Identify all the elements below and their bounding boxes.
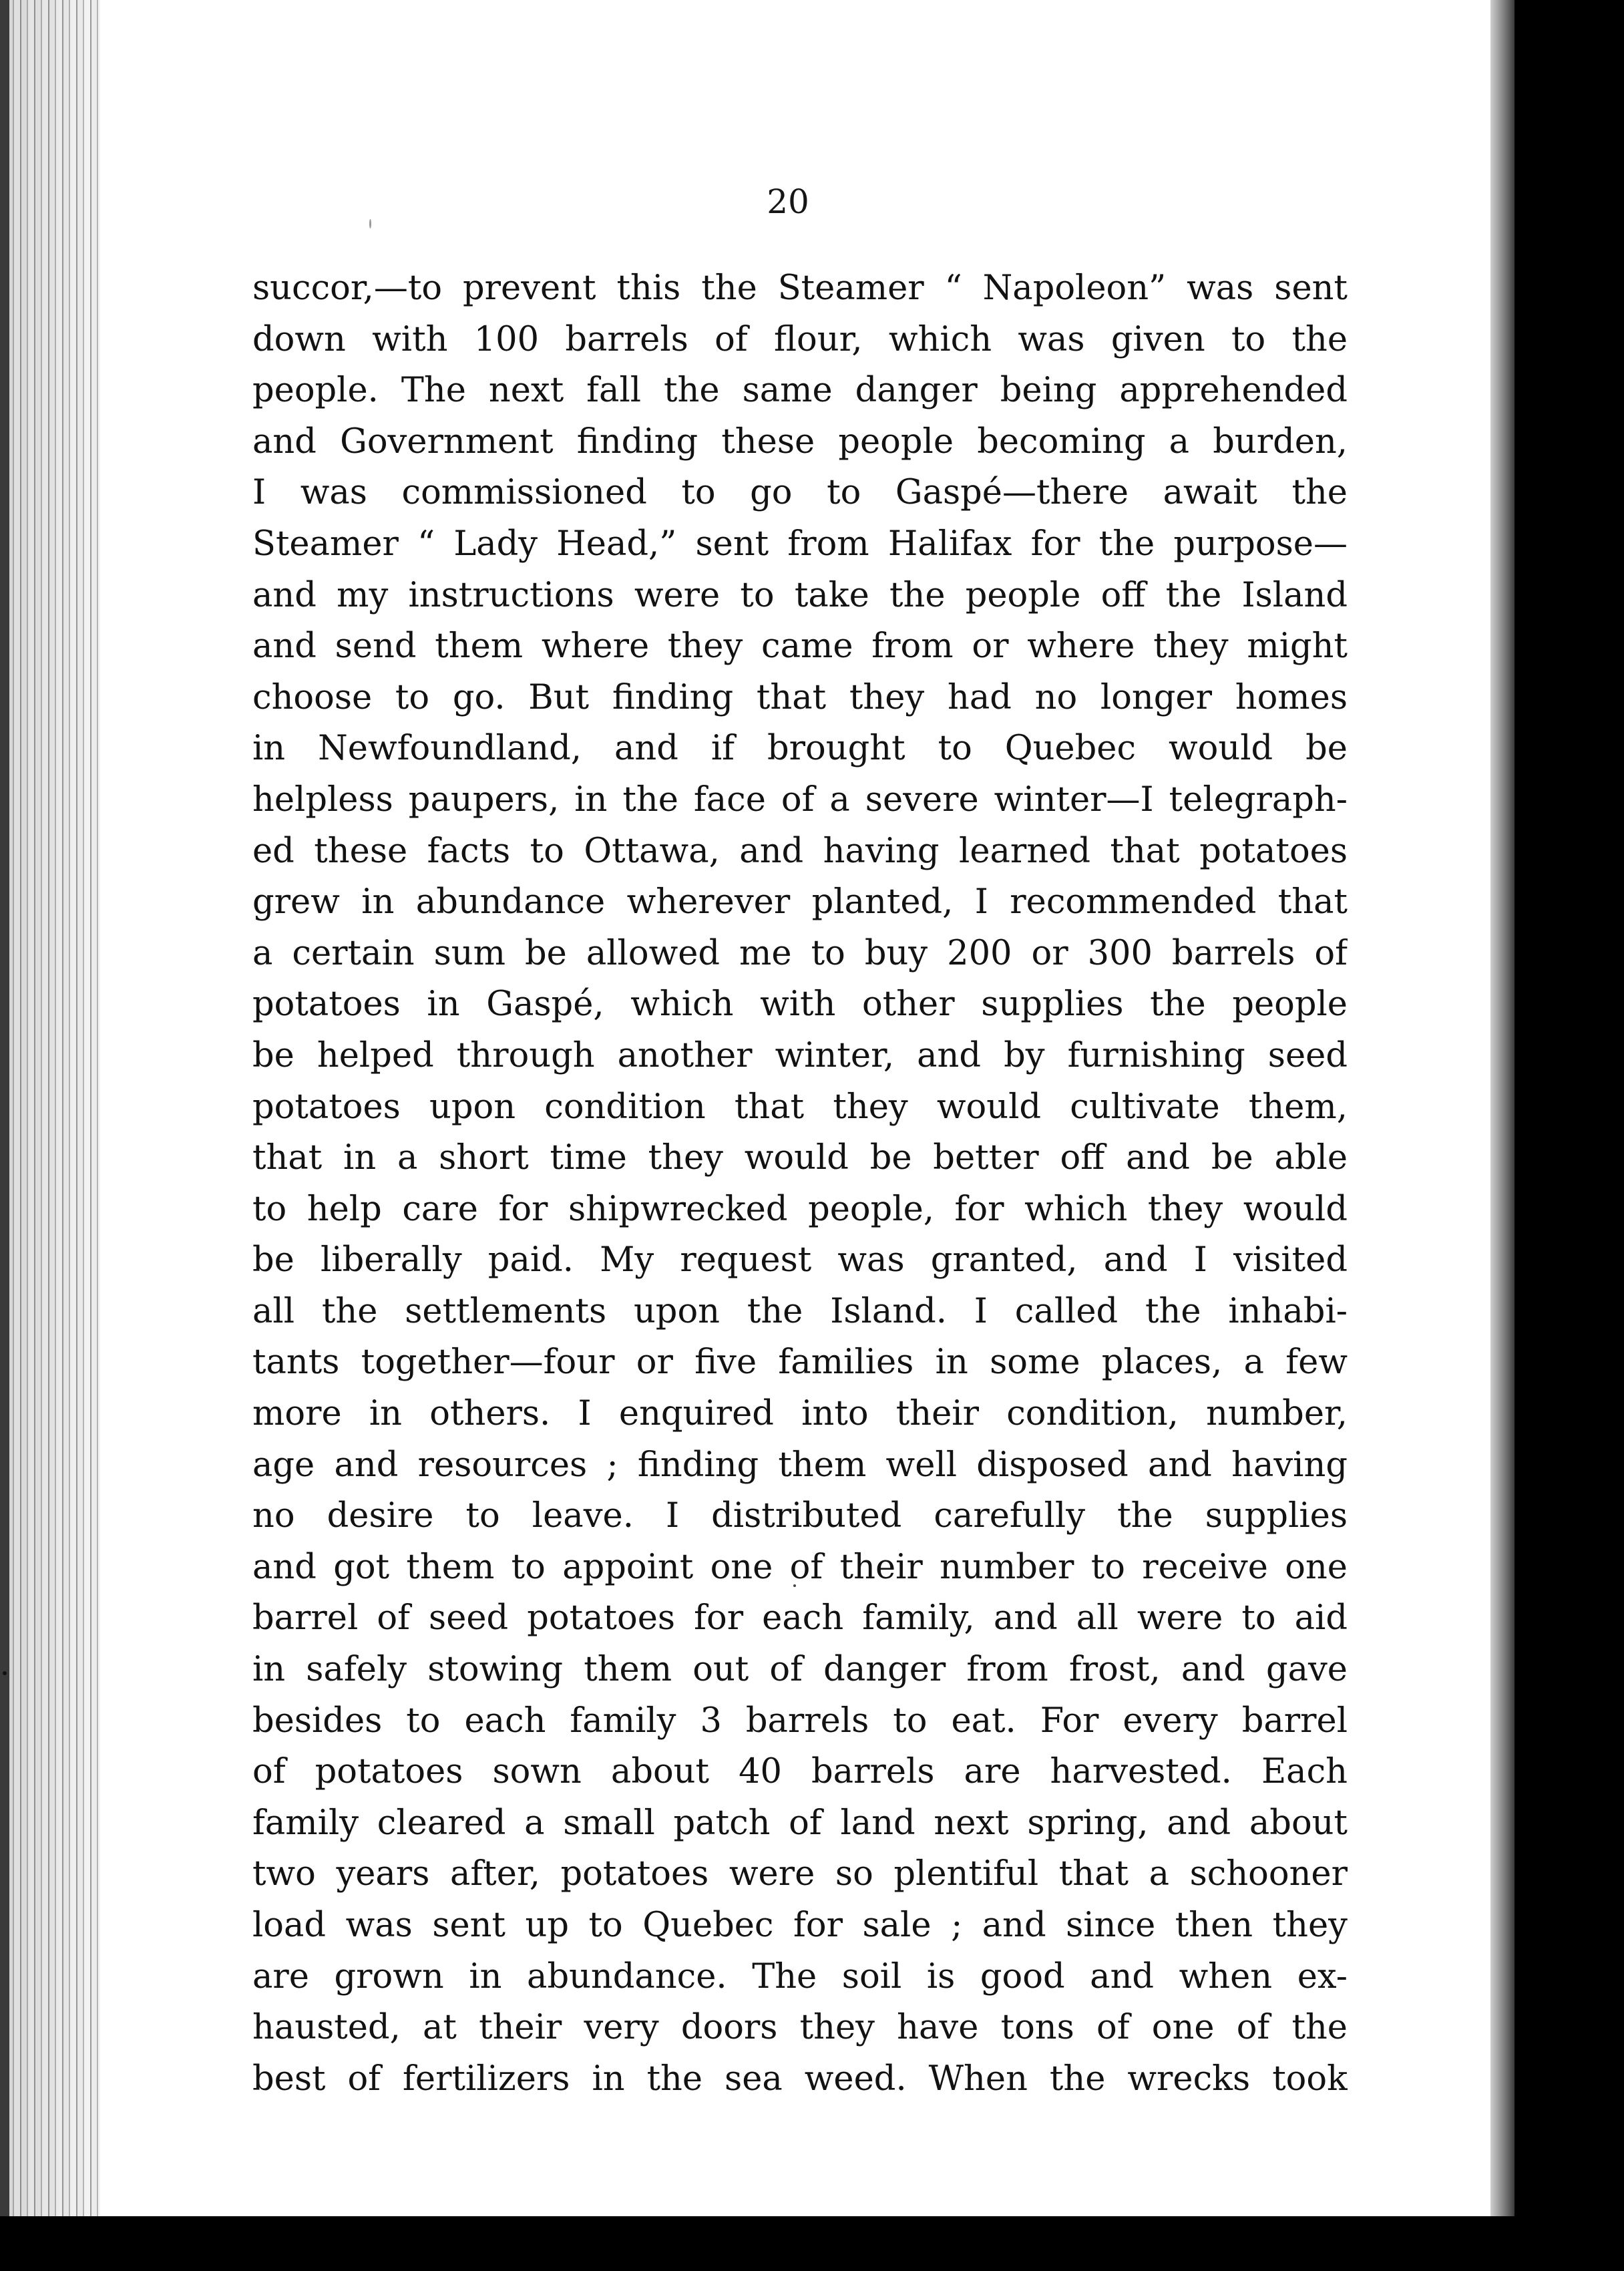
text-line: and my instructions were to take the people off the Island: [252, 575, 1348, 615]
scan-speck: [369, 219, 371, 228]
text-line: helpless paupers, in the face of a severe winter—I telegraph-: [252, 779, 1348, 820]
text-line: ed these facts to Ottawa, and having learned that potatoes: [252, 831, 1348, 871]
text-line: and send them where they came from or where they might: [252, 627, 1348, 667]
text-line: more in others. I enquired into their condition, number,: [252, 1394, 1348, 1434]
text-line: be liberally paid. My request was granted, and I visited: [252, 1240, 1348, 1280]
text-line: family cleared a small patch of land next spring, and about: [252, 1803, 1348, 1843]
text-line: tants together—four or five families in some places, a few: [252, 1343, 1348, 1383]
text-line: age and resources ; finding them well disposed and having: [252, 1445, 1348, 1485]
text-line: that in a short time they would be better off and be able: [252, 1138, 1348, 1178]
text-line: barrel of seed potatoes for each family, and all were to aid: [252, 1598, 1348, 1638]
text-line: in Newfoundland, and if brought to Quebec would be: [252, 729, 1348, 769]
text-line: potatoes upon condition that they would cultivate them,: [252, 1087, 1348, 1127]
text-line: two years after, potatoes were so plentiful that a schooner: [252, 1854, 1348, 1894]
text-line: of potatoes sown about 40 barrels are harvested. Each: [252, 1752, 1348, 1792]
right-scan-border: [1514, 0, 1624, 2271]
text-line: I was commissioned to go to Gaspé—there await the: [252, 473, 1348, 513]
text-line: and got them to appoint one of their number to receive one: [252, 1547, 1348, 1587]
text-line: no desire to leave. I distributed carefully the supplies: [252, 1496, 1348, 1536]
scan-speck: [3, 1671, 7, 1675]
text-line: hausted, at their very doors they have tons of one of the: [252, 2008, 1348, 2048]
text-line: all the settlements upon the Island. I called the inhabi-: [252, 1291, 1348, 1331]
text-line: besides to each family 3 barrels to eat. For every barrel: [252, 1701, 1348, 1741]
text-line: a certain sum be allowed me to buy 200 or 300 barrels of: [252, 933, 1348, 973]
text-line: potatoes in Gaspé, which with other supplies the people: [252, 985, 1348, 1025]
text-line: to help care for shipwrecked people, for which they would: [252, 1189, 1348, 1229]
bottom-scan-border: [0, 2216, 1624, 2271]
page-number: 20: [767, 182, 809, 221]
text-line: load was sent up to Quebec for sale ; and since then they: [252, 1906, 1348, 1945]
book-edge-shadow: [0, 0, 100, 2271]
right-page-shadow: [1490, 0, 1514, 2271]
text-line: succor,—to prevent this the Steamer “ Napoleon” was sent: [252, 269, 1348, 308]
text-line: down with 100 barrels of flour, which was given to the: [252, 319, 1348, 359]
text-line: Steamer “ Lady Head,” sent from Halifax for the purpose—: [252, 524, 1348, 564]
body-text: [252, 263, 1348, 2105]
text-line: people. The next fall the same danger being apprehended: [252, 371, 1348, 411]
text-line: are grown in abundance. The soil is good and when ex-: [252, 1956, 1348, 1996]
text-line: grew in abundance wherever planted, I recommended that: [252, 882, 1348, 922]
text-line: in safely stowing them out of danger from frost, and gave: [252, 1650, 1348, 1690]
text-line: best of fertilizers in the sea weed. When the wrecks took: [252, 2059, 1348, 2099]
text-line: be helped through another winter, and by furnishing seed: [252, 1035, 1348, 1075]
text-line: choose to go. But finding that they had no longer homes: [252, 677, 1348, 717]
left-edge-strip: [0, 0, 9, 2271]
text-line: and Government finding these people becoming a burden,: [252, 421, 1348, 462]
